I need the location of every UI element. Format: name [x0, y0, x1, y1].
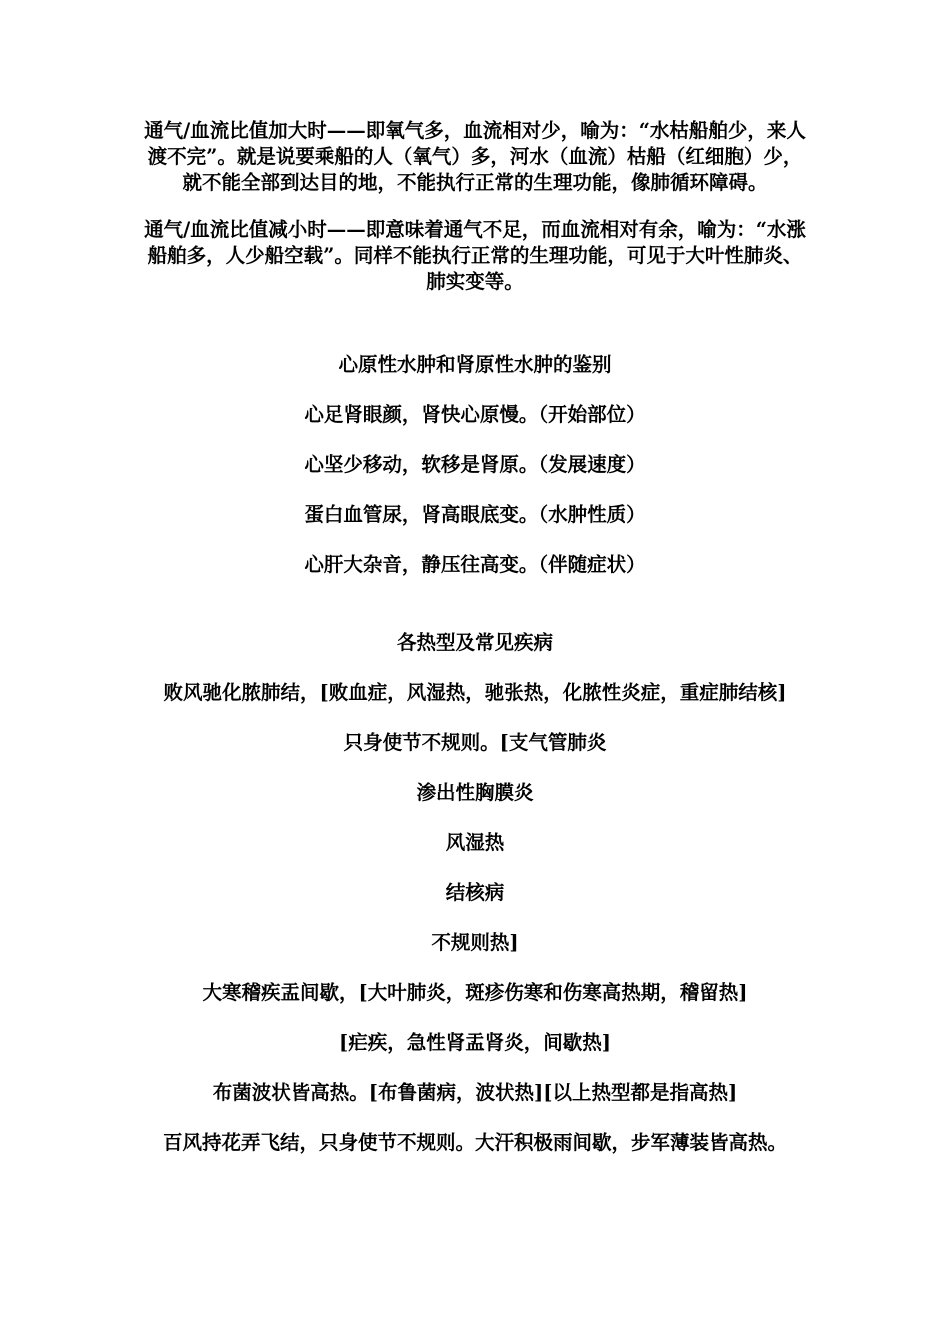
mnemonic-line: 蛋白血管尿，肾高眼底变。（水肿性质）: [304, 503, 646, 526]
section-title-fever-types: 各热型及常见疾病: [396, 631, 553, 654]
section-title-edema: 心原性水肿和肾原性水肿的鉴别: [338, 353, 612, 376]
spacer: [140, 602, 810, 630]
mnemonic-line: 心足肾眼颜，肾快心原慢。（开始部位）: [304, 403, 646, 426]
mnemonic-line: 只身使节不规则。[支气管肺炎: [343, 731, 607, 754]
mnemonic-line: 心肝大杂音，静压往高变。（伴随症状）: [304, 553, 646, 576]
mnemonic-line: 风湿热: [445, 831, 505, 854]
mnemonic-line: 败风驰化脓肺结，[败血症，风湿热，驰张热，化脓性炎症，重症肺结核]: [163, 681, 787, 704]
mnemonic-line: 不规则热]: [431, 931, 519, 954]
mnemonic-line: [疟疾，急性肾盂肾炎，间歇热]: [339, 1031, 611, 1054]
mnemonic-line: 布菌波状皆高热。[布鲁菌病，波状热][以上热型都是指高热]: [212, 1081, 738, 1104]
mnemonic-line: 大寒稽疾盂间歇，[大叶肺炎，斑疹伤寒和伤寒高热期，稽留热]: [202, 981, 748, 1004]
mnemonic-line: 心坚少移动，软移是肾原。（发展速度）: [304, 453, 646, 476]
document-page: [140, 118, 810, 1180]
mnemonic-line: 结核病: [445, 881, 505, 904]
mnemonic-line: 渗出性胸膜炎: [416, 781, 534, 804]
spacer: [140, 316, 810, 352]
paragraph-va-ratio-increase: 通气/血流比值加大时——即氧气多，血流相对少，喻为：“水枯船舶少，来人渡不完”。就是说要乘船的人（氧气）多，河水（血流）枯船（红细胞）少，就不能全部到达目的地，不能执行正常的生理功能，像肺循环障碍。: [144, 119, 806, 194]
summary-mnemonic: 百风持花弄飞结，只身使节不规则。大汗积极雨间歇，步军薄装皆高热。: [162, 1131, 787, 1154]
paragraph-va-ratio-decrease: 通气/血流比值减小时——即意味着通气不足，而血流相对有余，喻为：“水涨船舶多，人少船空载”。同样不能执行正常的生理功能，可见于大叶性肺炎、肺实变等。: [144, 218, 806, 293]
